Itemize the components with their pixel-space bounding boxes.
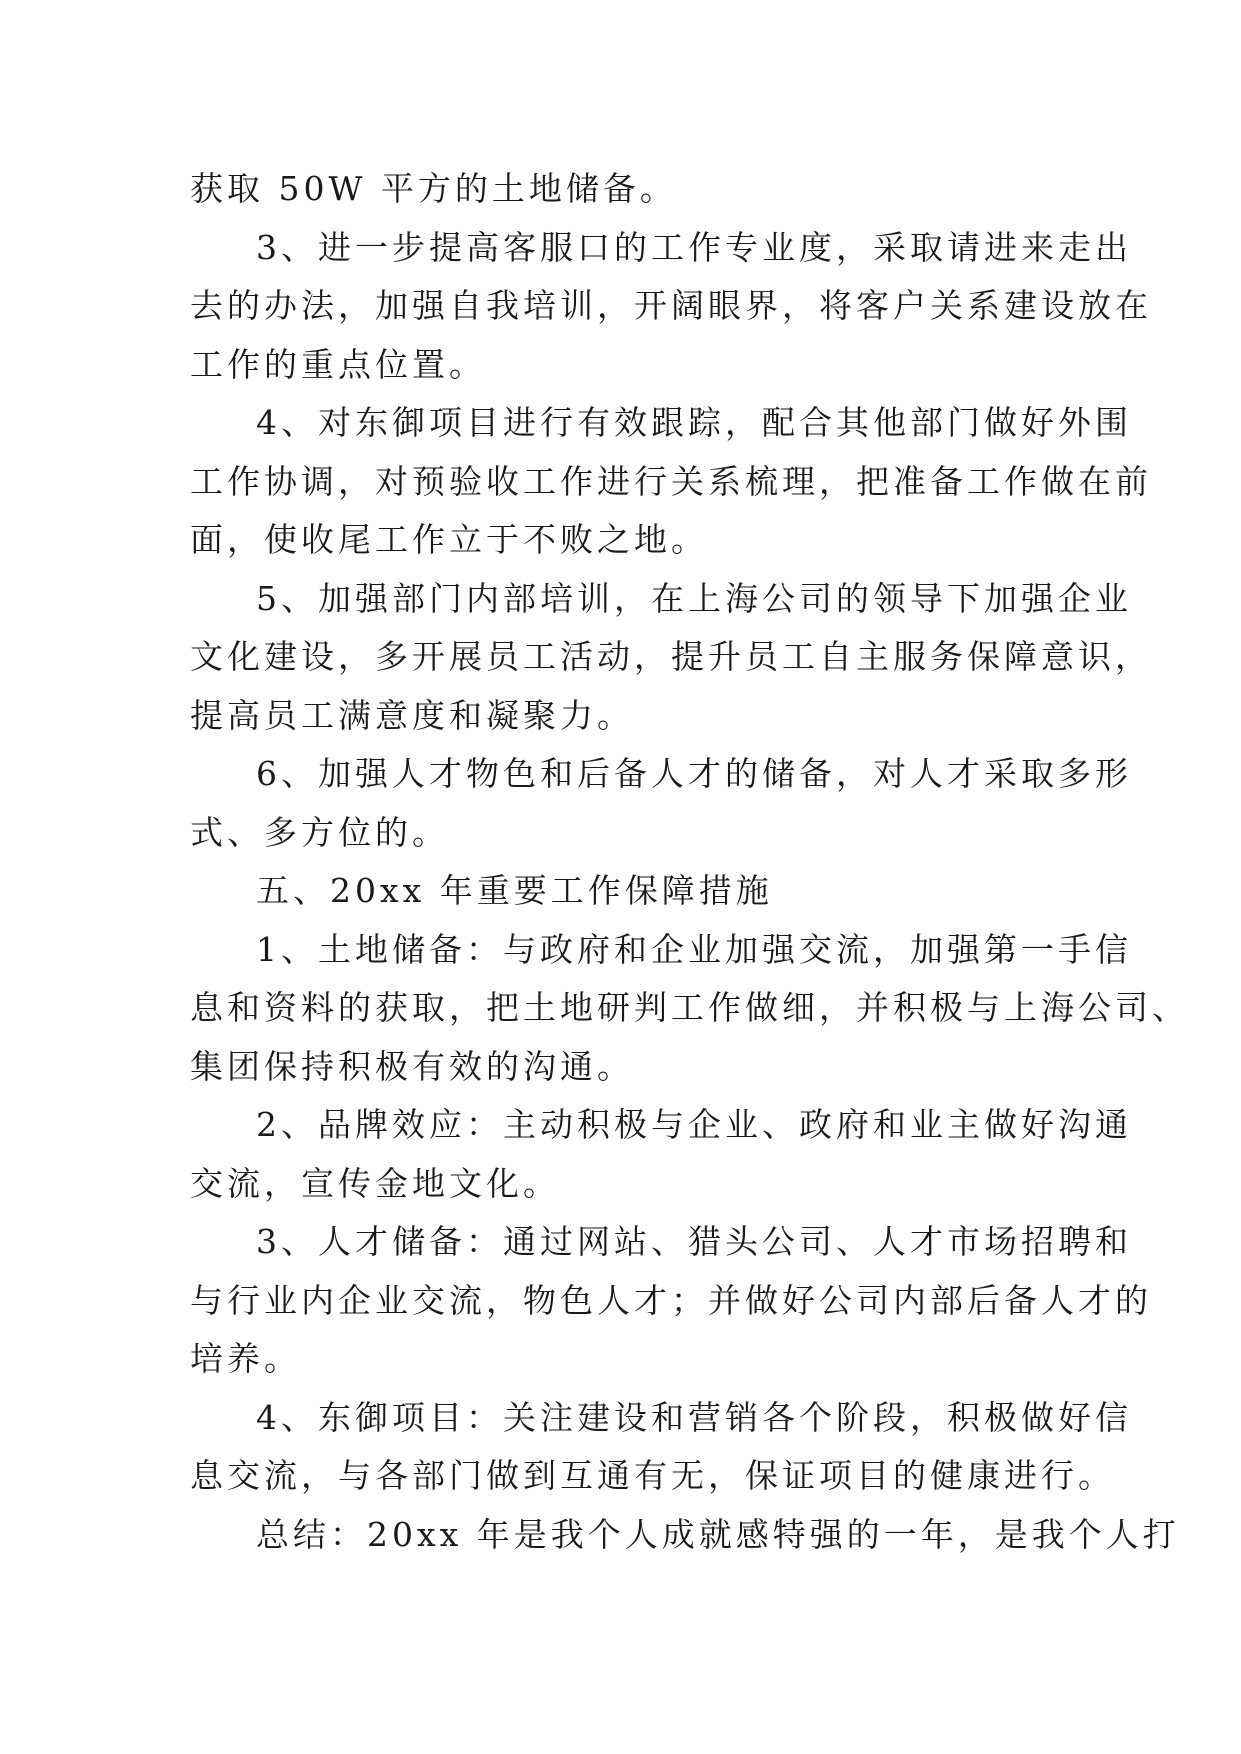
text-line: 2、品牌效应：主动积极与企业、政府和业主做好沟通 bbox=[256, 1105, 1132, 1144]
text-line: 6、加强人才物色和后备人才的储备，对人才采取多形 bbox=[256, 754, 1132, 793]
text-line: 与行业内企业交流，物色人才；并做好公司内部后备人才的 bbox=[190, 1280, 1152, 1320]
text-line: 工作的重点位置。 bbox=[190, 344, 486, 384]
text-line: 4、对东御项目进行有效跟踪，配合其他部门做好外围 bbox=[256, 403, 1132, 442]
text-line: 3、进一步提高客服口的工作专业度，采取请进来走出 bbox=[256, 227, 1132, 267]
text-line: 息和资料的获取，把土地研判工作做细，并积极与上海公司、 bbox=[190, 988, 1189, 1027]
text-line: 1、土地储备：与政府和企业加强交流，加强第一手信 bbox=[256, 929, 1132, 969]
text-line: 交流，宣传金地文化。 bbox=[190, 1163, 560, 1203]
section-heading: 五、20xx 年重要工作保障措施 bbox=[256, 871, 773, 910]
text-line: 5、加强部门内部培训，在上海公司的领导下加强企业 bbox=[256, 578, 1132, 618]
document-body bbox=[190, 160, 1189, 1564]
text-line: 文化建设，多开展员工活动，提升员工自主服务保障意识， bbox=[190, 637, 1152, 676]
text-line: 3、人才储备：通过网站、猎头公司、人才市场招聘和 bbox=[256, 1222, 1132, 1261]
text-line: 面，使收尾工作立于不败之地。 bbox=[190, 520, 708, 559]
text-line: 去的办法，加强自我培训，开阔眼界，将客户关系建设放在 bbox=[190, 286, 1152, 325]
text-line: 工作协调，对预验收工作进行关系梳理，把准备工作做在前 bbox=[190, 461, 1152, 501]
text-line: 式、多方位的。 bbox=[190, 812, 449, 852]
text-line: 4、东御项目：关注建设和营销各个阶段，积极做好信 bbox=[256, 1397, 1132, 1437]
text-line: 培养。 bbox=[190, 1339, 301, 1378]
text-line: 总结：20xx 年是我个人成就感特强的一年，是我个人打 bbox=[256, 1514, 1180, 1554]
text-line: 集团保持积极有效的沟通。 bbox=[190, 1046, 634, 1086]
text-line: 提高员工满意度和凝聚力。 bbox=[190, 695, 634, 735]
text-line: 获取 50W 平方的土地储备。 bbox=[190, 169, 677, 208]
text-line: 息交流，与各部门做到互通有无，保证项目的健康进行。 bbox=[190, 1456, 1115, 1495]
